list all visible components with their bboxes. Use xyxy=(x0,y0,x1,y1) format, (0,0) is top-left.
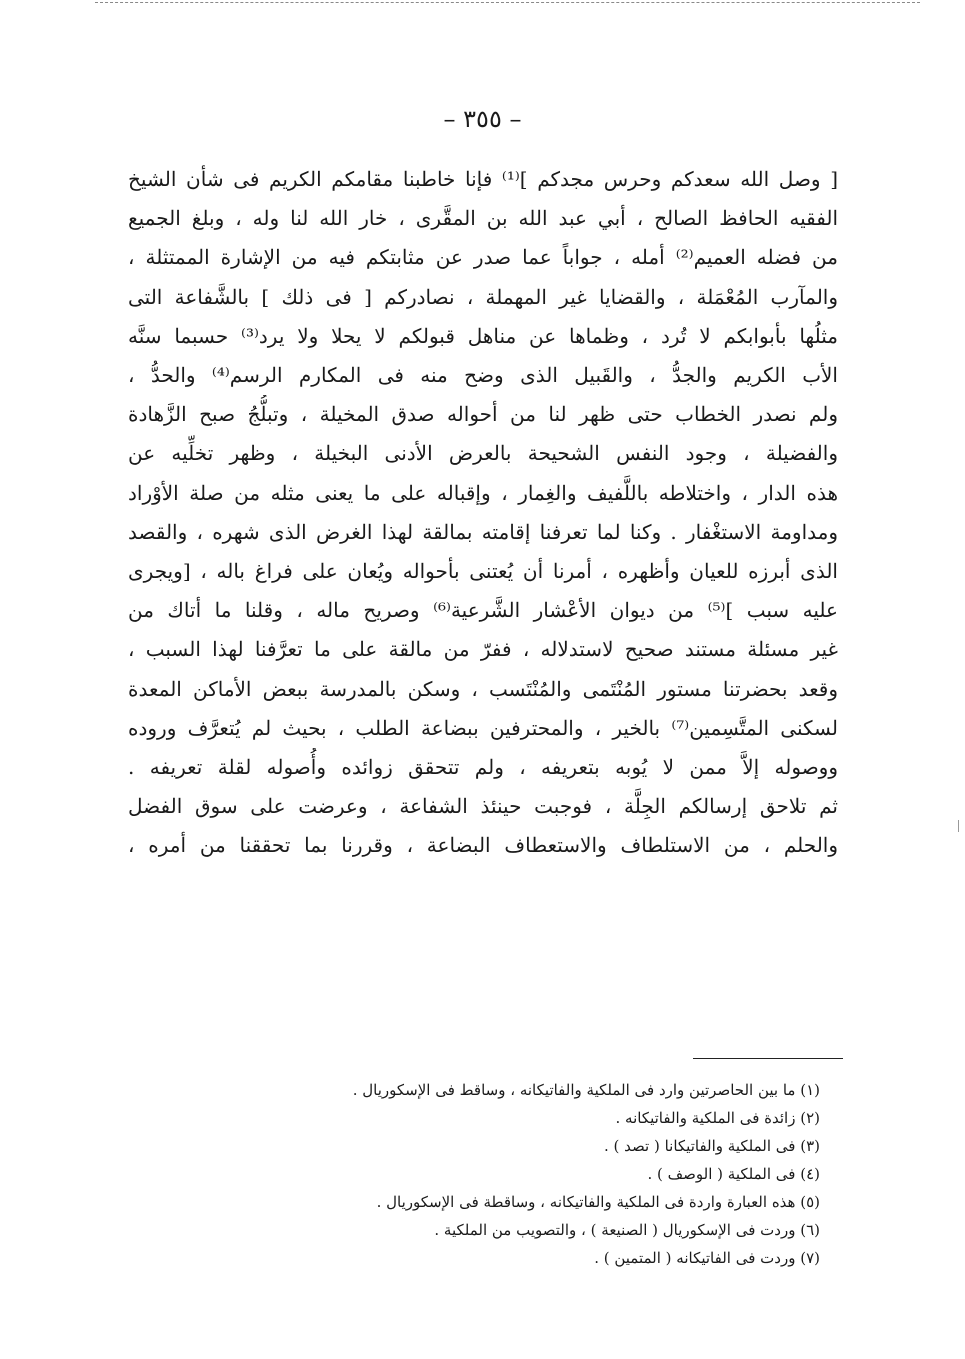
text-line: الذى أبرزه للعيان وأظهره ، أمرنا أن يُعتنى بأحواله ويُعان على فراغ باله ، [ويجرى xyxy=(128,559,838,584)
margin-tick xyxy=(958,820,959,832)
text-line: عليه سبب ]⁽⁵⁾ من ديوان الأعْشار الشَّرعية⁽⁶⁾ وصريح ماله ، وقلنا ما أتاك من xyxy=(128,598,838,623)
footnote: (٧) وردت فى الفاتيكانه ( المتمين ) . xyxy=(594,1249,820,1267)
text-line: والحلم ، من الاستلطاف والاستعطاف البضاعة ، وقررنا بما تحققنا من أمره ، xyxy=(128,833,838,858)
footnote: (٤) فى الملكية ( الوصف ) . xyxy=(647,1165,820,1183)
footnote: (٥) هذه العبارة واردة فى الملكية والفاتيكانه ، وساقطة فى الإسكوريال . xyxy=(376,1193,820,1211)
text-line: والمآرب المُعْمَلة ، والقضايا غير المهملة ، نصادركم [ فى ذلك ] بالشَّفاعة التى xyxy=(128,284,838,309)
top-edge-rule xyxy=(95,2,920,3)
footnote: (٢) زائدة فى الملكية والفاتيكانه . xyxy=(615,1109,820,1127)
footnote: (١) ما بين الحاصرتين وارد فى الملكية والفاتيكانه ، وساقط فى الإسكوريال . xyxy=(352,1081,820,1099)
text-line: ثم تلاحق إرسالكم الجِلَّة ، فوجبت حينئذ الشفاعة ، وعرضت على سوق الفضل xyxy=(128,794,838,819)
text-line: غير مسئلة مستند صحيح لاستدلاله ، ففرّ من مالقة على ما تعرَّفنا لهذا السبب ، xyxy=(128,637,838,662)
text-line: وقعد بحضرتنا مستور المُنْتَمى والمُنْتَسب ، وسكن بالمدرسة ببعض الأماكن المعدة xyxy=(128,676,838,701)
text-line: مثلُها بأبوابكم لا تُرد ، وظماها عن مناهل قبولكم لا يحلا ولا يرد⁽³⁾ حسبما سنَّه xyxy=(128,323,838,348)
text-line: الفقيه الحافظ الصالح ، أبي عبد الله بن المقَّرى ، خار الله لنا وله ، وبلغ الجميع xyxy=(128,206,838,231)
footnote: (٣) فى الملكية والفاتيكانا ( تصد ) . xyxy=(603,1137,820,1155)
text-line: من فضله العميم⁽²⁾ أمله ، جواباً عما صدر عن مثابتكم فيه من الإشارة الممتثلة ، xyxy=(128,245,838,270)
main-text xyxy=(128,160,838,866)
text-line: ولم نصدر الخطاب حتى ظهر لنا من أحواله صدق المخيلة ، وتبلُّجُ صبح الزَّهادة xyxy=(128,402,838,427)
footnotes xyxy=(200,1076,820,1272)
text-line: ومداومة الاستغْفار . وكنا لما تعرفنا إقامته بمالقة لهذا الغرض الذى شهره ، والقصد xyxy=(128,519,838,544)
footnote: (٦) وردت فى الإسكوريال ( الصنيعة ) ، والتصويب من الملكية . xyxy=(434,1221,820,1239)
text-line: هذه الدار ، واختلاطه باللَّفيف والغِمار ، وإقباله على ما يعنى مثله من صلة الأوْراد xyxy=(128,480,838,505)
text-line: [ وصل الله سعدكم وحرس مجدكم ]⁽¹⁾ فإنا خاطبنا مقامكم الكريم فى شأن الشيخ xyxy=(128,167,838,191)
text-line: لسكنى المتَّسِمين⁽⁷⁾ بالخير ، والمحترفين ببضاعة الطلب ، بحيث لم يُتعرَّف وروده xyxy=(128,715,838,740)
text-line: والفضيلة ، وجود النفس الشحيحة بالعرض الأدنى البخيلة ، وظهر تخلِّيه عن xyxy=(128,441,838,466)
page-number: – ٣٥٥ – xyxy=(443,105,522,133)
text-line: ووصوله إلاَّ ممن لا يُوبه بتعريفه ، ولم تتحقق زوائده وأُصوله لقلة تعريفه . xyxy=(128,755,838,780)
footnote-separator xyxy=(693,1058,843,1059)
text-line: الأب الكريم والجدُّ ، والقَبيل الذى وضح منه فى المكارم الرسم⁽⁴⁾ والحدُّ ، xyxy=(128,363,838,388)
